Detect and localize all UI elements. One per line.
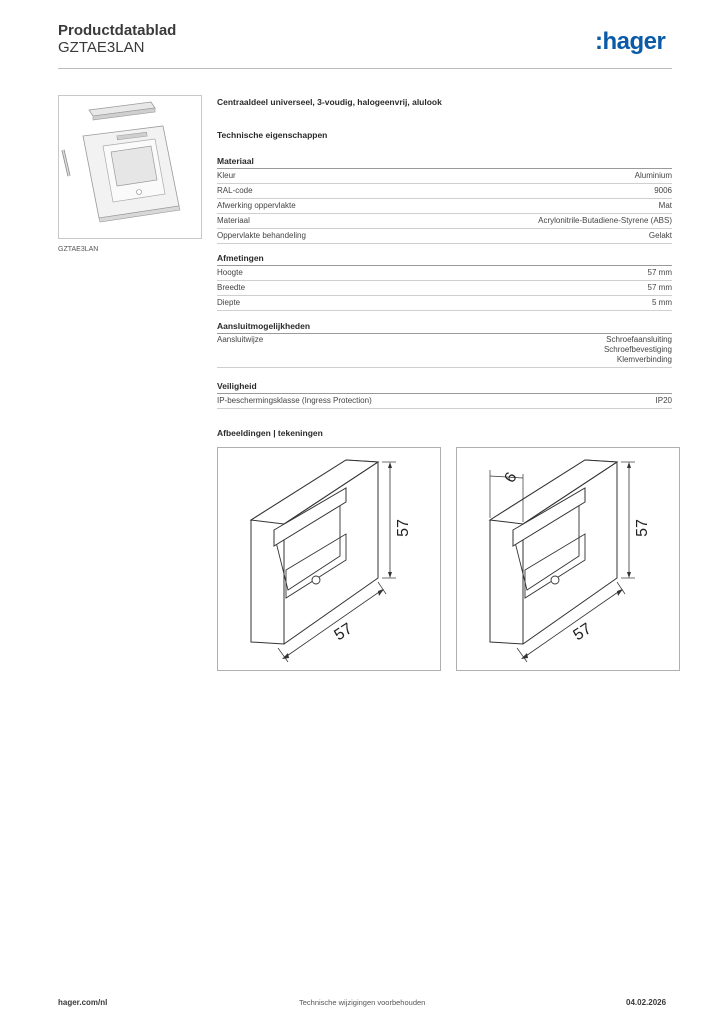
row-value: IP20 — [655, 396, 672, 405]
footer-date: 04.02.2026 — [626, 998, 667, 1007]
row-value: Acrylonitrile-Butadiene-Styrene (ABS) — [538, 216, 672, 225]
product-description: Centraaldeel universeel, 3-voudig, halogeenvrij, alulook — [217, 97, 442, 107]
logo-text: hager — [602, 28, 666, 55]
row-value-line: Schroefbevestiging — [603, 345, 672, 354]
row-value: 57 mm — [647, 268, 672, 277]
table-row — [217, 266, 672, 281]
width-label: 57 — [331, 620, 356, 645]
group-title: Materiaal — [217, 156, 672, 169]
row-label: Diepte — [217, 298, 241, 307]
group-aansluitmogelijkheden — [217, 321, 672, 368]
row-value — [604, 335, 672, 365]
row-label: Afwerking oppervlakte — [217, 201, 296, 210]
hager-logo: :hager — [595, 28, 666, 55]
row-label: RAL-code — [217, 186, 253, 195]
row-value-line: Schroefaansluiting — [606, 335, 672, 344]
table-row — [217, 229, 672, 244]
row-label: Kleur — [217, 171, 236, 180]
group-veiligheid — [217, 381, 672, 409]
footer-notice: Technische wijzigingen voorbehouden — [299, 998, 426, 1007]
table-row — [217, 184, 672, 199]
group-title: Aansluitmogelijkheden — [217, 321, 672, 334]
dimension-drawing-front — [217, 447, 441, 671]
product-image-caption: GZTAE3LAN — [58, 246, 99, 253]
table-row — [217, 199, 672, 214]
height-label: 57 — [395, 519, 412, 537]
row-value: Gelakt — [648, 231, 672, 240]
row-label: IP-beschermingsklasse (Ingress Protection) — [217, 396, 372, 405]
group-title: Veiligheid — [217, 381, 672, 394]
table-row — [217, 281, 672, 296]
table-row — [217, 334, 672, 368]
row-value: Mat — [658, 201, 672, 210]
row-label: Breedte — [217, 283, 246, 292]
table-row — [217, 214, 672, 229]
group-materiaal — [217, 156, 672, 244]
row-value: Aluminium — [634, 171, 672, 180]
row-value: 9006 — [654, 186, 672, 195]
drawings-title: Afbeeldingen | tekeningen — [217, 428, 323, 438]
width-label: 57 — [570, 620, 595, 645]
table-row — [217, 394, 672, 409]
document-title: Productdatablad — [58, 22, 177, 39]
row-label: Oppervlakte behandeling — [217, 231, 306, 240]
footer-website[interactable]: hager.com/nl — [58, 998, 108, 1007]
row-value: 57 mm — [647, 283, 672, 292]
group-title: Afmetingen — [217, 253, 672, 266]
row-value-line: Klemverbinding — [616, 355, 672, 364]
product-code: GZTAE3LAN — [58, 39, 145, 56]
product-image — [58, 95, 202, 239]
row-label: Aansluitwijze — [217, 335, 264, 344]
section-title: Technische eigenschappen — [217, 130, 328, 140]
group-afmetingen — [217, 253, 672, 311]
dimension-drawing-side — [456, 447, 680, 671]
header-divider — [58, 68, 672, 69]
depth-label: 6 — [501, 469, 521, 486]
row-value: 5 mm — [652, 298, 672, 307]
row-label: Materiaal — [217, 216, 250, 225]
height-label: 57 — [634, 519, 651, 537]
table-row — [217, 296, 672, 311]
row-label: Hoogte — [217, 268, 243, 277]
table-row — [217, 169, 672, 184]
